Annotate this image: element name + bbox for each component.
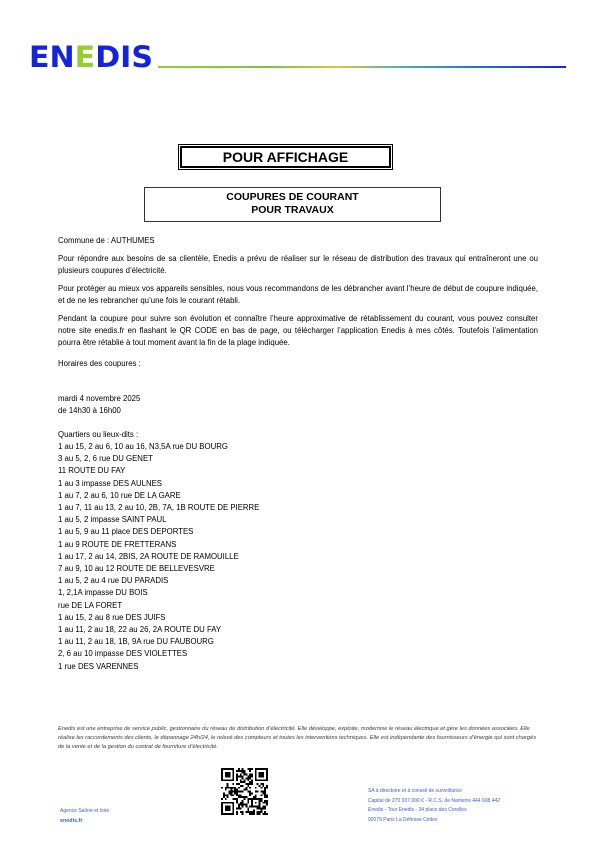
notice-title-line-2: POUR TRAVAUX (251, 204, 334, 216)
legal-line: Enedis - Tour Enedis - 34 place des Corolles (368, 807, 467, 814)
location-item: 1 au 11, 2 au 18, 22 au 26, 2A ROUTE DU FAY (58, 625, 222, 635)
schedule-label: Horaires des coupures : (58, 359, 141, 368)
location-item: 1 au 7, 11 au 13, 2 au 10, 2B, 7A, 1B ROUTE DE PIERRE (58, 503, 260, 513)
schedule-date: mardi 4 novembre 2025 (58, 394, 141, 403)
enedis-logo (28, 40, 156, 72)
schedule-time: de 14h30 à 16h00 (58, 406, 121, 415)
notice-body (58, 235, 538, 673)
location-item: 1 au 5, 9 au 11 place DES DEPORTES (58, 527, 194, 537)
banner-title: POUR AFFICHAGE (222, 149, 349, 165)
location-item: 1 au 7, 2 au 6, 10 rue DE LA GARE (58, 490, 181, 500)
notice-title-line-1: COUPURES DE COURANT (226, 191, 359, 203)
location-item: 1 au 9 ROUTE DE FRETTERANS (58, 539, 177, 549)
location-item: 1 au 15, 2 au 8 rue DES JUIFS (58, 612, 166, 622)
location-item: 1, 2,1A impasse DU BOIS (58, 588, 148, 598)
locations-label: Quartiers ou lieux-dits : (58, 430, 139, 439)
location-item: 1 au 5, 2 au 4 rue DU PARADIS (58, 576, 169, 586)
location-item: 1 rue DES VARENNES (58, 661, 139, 671)
advice-paragraph: Pour protéger au mieux vos appareils sensibles, nous vous recommandons de les débrancher avant l’heure de début de coupure indiquée, et de ne les rebrancher qu’une fois le courant rétabli. (58, 284, 538, 305)
svg-text:ENEDIS: ENEDIS (29, 40, 153, 72)
location-item: 1 au 11, 2 au 18, 1B, 9A rue DU FAUBOURG (58, 637, 214, 647)
legal-block (368, 787, 568, 825)
locations-list (58, 441, 538, 673)
legal-line: Capital de 270 037 000 € - R.C.S. de Nanterre 444 608 442 (368, 797, 501, 804)
agency-site: enedis.fr (60, 817, 83, 824)
location-item: 11 ROUTE DU FAY (58, 466, 126, 476)
qr-code (221, 768, 268, 815)
location-item: 1 au 3 impasse DES AULNES (58, 478, 163, 488)
location-item: 3 au 5, 2, 6 rue DU GENET (58, 454, 153, 464)
agency-block (60, 807, 180, 826)
company-disclaimer: Enedis est une entreprise de service public, gestionnaire du réseau de distribution d’électricité. Elle développe, exploite, modernise le réseau électrique et gère les données associées. Elle réalise les raccordements des clients, le dépannage 24h/24, le relevé des compteurs et toutes les interventions techniques. Elle est indépendante des fournisseurs d’énergie qui sont chargés de la vente et de la gestion du contrat de fourniture d’électricité. (58, 726, 537, 750)
location-item: 1 au 5, 2 impasse SAINT PAUL (58, 515, 167, 525)
notice-title-box (144, 187, 441, 222)
intro-paragraph: Pour répondre aux besoins de sa clientèle, Enedis a prévu de réaliser sur le réseau de distribution des travaux qui entraîneront une ou plusieurs coupures d’électricité. (58, 254, 538, 275)
location-item: 2, 6 au 10 impasse DES VIOLETTES (58, 649, 188, 659)
location-item: 1 au 15, 2 au 6, 10 au 16, N3,5A rue DU BOURG (58, 442, 228, 451)
legal-line: 92079 Paris La Défense Cedex (368, 816, 438, 823)
location-item: rue DE LA FORET (58, 600, 123, 610)
legal-line: SA à directoire et à conseil de surveillance (368, 788, 462, 794)
display-banner (178, 144, 393, 170)
location-item: 7 au 9, 10 au 12 ROUTE DE BELLEVESVRE (58, 564, 215, 574)
commune-line: Commune de : AUTHUMES (58, 236, 155, 245)
agency-name: Agence Saône et loire (60, 808, 110, 814)
header-rule (158, 66, 566, 68)
info-paragraph: Pendant la coupure pour suivre son évolution et connaître l’heure approximative de rétablissement du courant, vous pouvez consulter notre site enedis.fr en flashant le QR CODE en bas de page, ou télécharger l’application Enedis à mes côtés. Toutefois l’alimentation pourra être rétablie à tout moment avant la fin de la plage indiquée. (58, 314, 538, 347)
location-item: 1 au 17, 2 au 14, 2BIS, 2A ROUTE DE RAMOUILLE (58, 551, 239, 561)
